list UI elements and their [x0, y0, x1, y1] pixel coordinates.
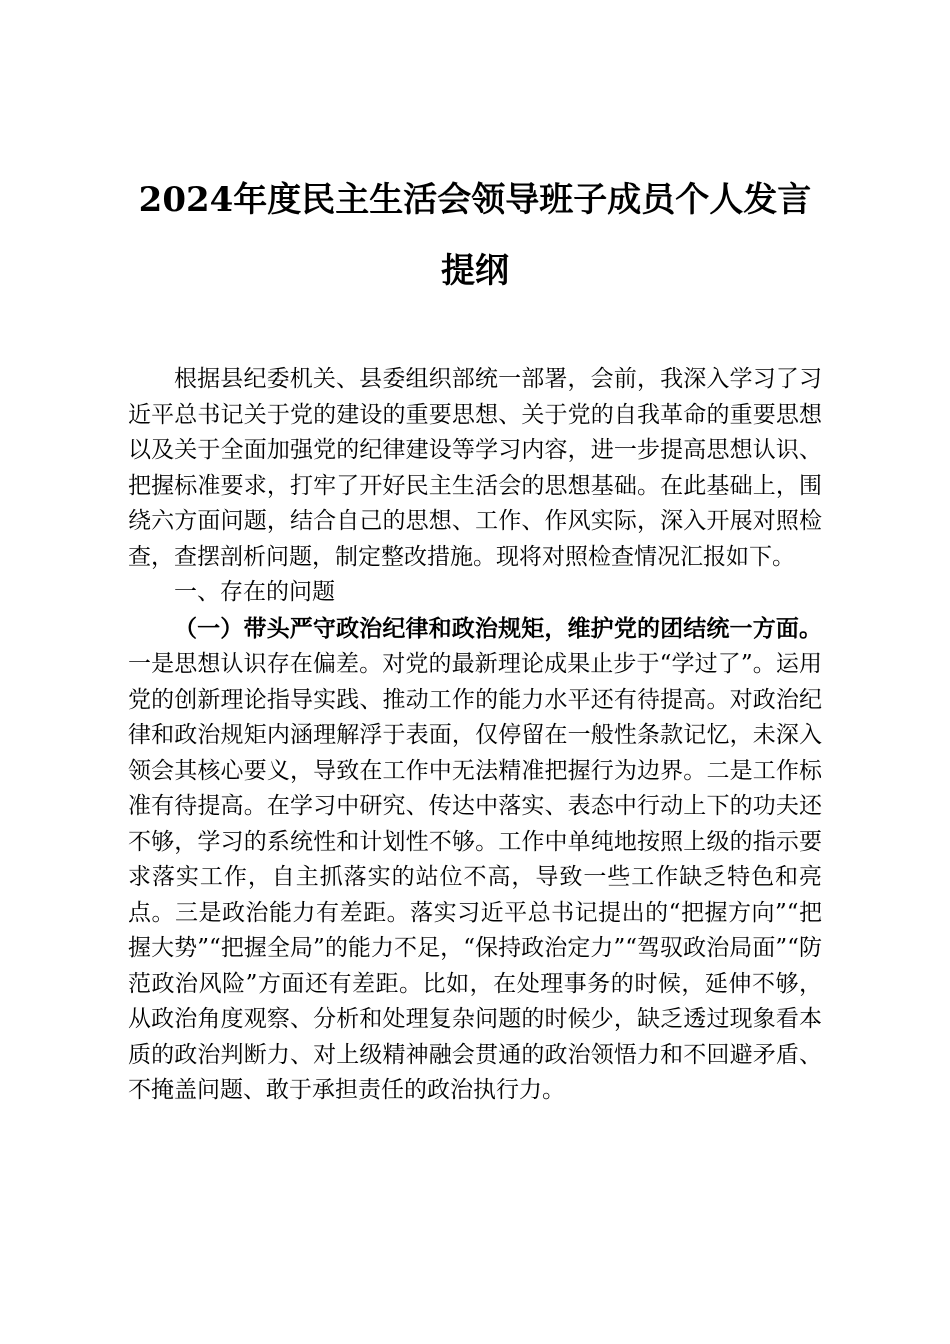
- document-body: [128, 362, 822, 1109]
- section-heading-problems: 一、存在的问题: [174, 579, 335, 605]
- subsection-paragraph-1: [128, 611, 822, 1109]
- subsection-body-1: 一是思想认识存在偏差。对党的最新理论成果止步于“学过了”。运用党的创新理论指导实践、推动工作的能力水平还有待提高。对政治纪律和政治规矩内涵理解浮于表面，仅停留在一般性条款记忆，未深入领会其核心要义，导致在工作中无法精准把握行为边界。二是工作标准有待提高。在学习中研究、传达中落实、表态中行动上下的功夫还不够，学习的系统性和计划性不够。工作中单纯地按照上级的指示要求落实工作，自主抓落实的站位不高，导致一些工作缺乏特色和亮点。三是政治能力有差距。落实习近平总书记提出的“把握方向”“把握大势”“把握全局”的能力不足，“保持政治定力”“驾驭政治局面”“防范政治风险”方面还有差距。比如，在处理事务的时候，延伸不够，从政治角度观察、分析和处理复杂问题的时候少，缺乏透过现象看本质的政治判断力、对上级精神融会贯通的政治领悟力和不回避矛盾、不掩盖问题、敢于承担责任的政治执行力。: [128, 651, 822, 1103]
- subsection-lead-1: （一）带头严守政治纪律和政治规矩，维护党的团结统一方面。: [174, 614, 822, 642]
- intro-paragraph: 根据县纪委机关、县委组织部统一部署，会前，我深入学习了习近平总书记关于党的建设的重要思想、关于党的自我革命的重要思想以及关于全面加强党的纪律建设等学习内容，进一步提高思想认识、把握标准要求，打牢了开好民主生活会的思想基础。在此基础上，围绕六方面问题，结合自己的思想、工作、作风实际，深入开展对照检查，查摆剖析问题，制定整改措施。现将对照检查情况汇报如下。: [128, 366, 822, 570]
- document-title-line-2: 提纲: [441, 251, 509, 291]
- document-title-line-1: 2024年度民主生活会领导班子成员个人发言: [138, 180, 812, 220]
